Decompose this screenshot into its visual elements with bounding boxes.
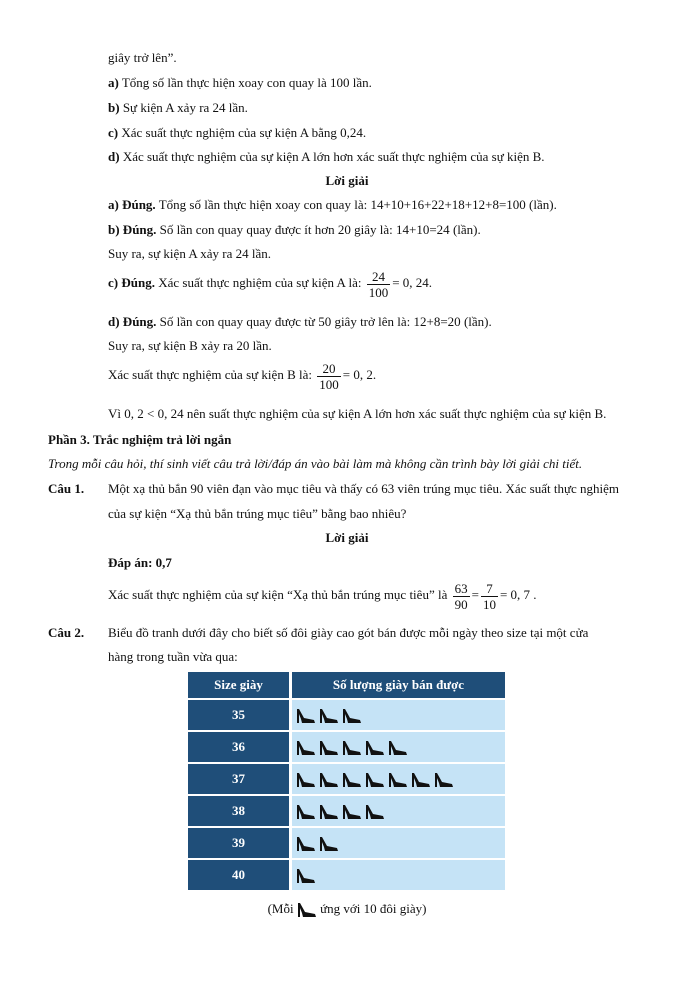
pictogram-row — [188, 698, 505, 730]
solution-title: Lời giải — [325, 530, 369, 545]
solution-c: c) Đúng. Xác suất thực nghiệm của sự kiện A là: $\frac{24}{100}$ = 0, 24. — [108, 268, 433, 300]
fraction: $\frac{63}{90}$ — [454, 580, 468, 612]
size-cell: 39 — [188, 826, 289, 858]
header-count: Số lượng giày bán được — [289, 672, 505, 698]
high-heel-shoe-icon — [319, 740, 339, 756]
high-heel-shoe-icon — [411, 772, 431, 788]
high-heel-shoe-icon — [342, 740, 362, 756]
answer: Đáp án: 0,7 — [108, 555, 172, 570]
shoe-count-cell — [289, 698, 505, 730]
solution-d-note: Suy ra, sự kiện B xảy ra 20 lần. — [108, 338, 272, 353]
high-heel-shoe-icon — [342, 804, 362, 820]
question-text: Biểu đồ tranh dưới đây cho biết số đôi giày cao gót bán được mỗi ngày theo size tại một cửa — [108, 625, 589, 640]
option-c: c) Xác suất thực nghiệm của sự kiện A bằng 0,24. — [108, 125, 367, 140]
shoe-count-cell — [289, 730, 505, 762]
high-heel-shoe-icon — [297, 902, 317, 918]
fraction: $\frac{7}{10}$ — [482, 580, 496, 612]
high-heel-shoe-icon — [365, 740, 385, 756]
pictogram-row — [188, 730, 505, 762]
section-heading: Phần 3. Trắc nghiệm trả lời ngắn — [48, 432, 232, 447]
shoe-count-cell — [289, 858, 505, 890]
solution-title: Lời giải — [325, 173, 369, 188]
size-cell: 38 — [188, 794, 289, 826]
high-heel-shoe-icon — [319, 836, 339, 852]
pictogram-header — [188, 672, 505, 698]
high-heel-shoe-icon — [365, 804, 385, 820]
pictogram-row — [188, 794, 505, 826]
option-a: a) Tổng số lần thực hiện xoay con quay là 100 lần. — [108, 75, 372, 90]
question-label: Câu 1. — [48, 481, 85, 496]
legend-caption: (Mỗi ứng với 10 đôi giày) — [0, 898, 694, 920]
text-line: giây trở lên”. — [108, 50, 177, 65]
high-heel-shoe-icon — [434, 772, 454, 788]
high-heel-shoe-icon — [296, 740, 316, 756]
solution-d-conclusion: Vì 0, 2 < 0, 24 nên suất thực nghiệm của sự kiện A lớn hơn xác suất thực nghiệm của sự kiện B. — [108, 406, 607, 421]
question-text: của sự kiện “Xạ thủ bắn trúng mục tiêu” bằng bao nhiêu? — [108, 506, 407, 521]
high-heel-shoe-icon — [342, 708, 362, 724]
fraction: $\frac{20}{100}$ — [319, 360, 339, 392]
solution-d-prob: Xác suất thực nghiệm của sự kiện B là: $\frac{20}{100}$ = 0, 2. — [108, 360, 377, 392]
high-heel-shoe-icon — [342, 772, 362, 788]
solution-b: b) Đúng. Số lần con quay quay được ít hơn 20 giây là: 14+10=24 (lần). — [108, 222, 481, 237]
solution-b-note: Suy ra, sự kiện A xảy ra 24 lần. — [108, 246, 272, 261]
high-heel-shoe-icon — [296, 804, 316, 820]
solution-d: d) Đúng. Số lần con quay quay được từ 50 giây trở lên là: 12+8=20 (lần). — [108, 314, 492, 329]
high-heel-shoe-icon — [296, 836, 316, 852]
question-label: Câu 2. — [48, 625, 85, 640]
question-text: Một xạ thủ bắn 90 viên đạn vào mục tiêu và thấy có 63 viên trúng mục tiêu. Xác suất thực nghiệm — [108, 481, 620, 496]
high-heel-shoe-icon — [319, 804, 339, 820]
option-b: b) Sự kiện A xảy ra 24 lần. — [108, 100, 248, 115]
high-heel-shoe-icon — [319, 708, 339, 724]
shoe-count-cell — [289, 826, 505, 858]
solution-a: a) Đúng. Tổng số lần thực hiện xoay con quay là: 14+10+16+22+18+12+8=100 (lần). — [108, 197, 557, 212]
question-text: hàng trong tuần vừa qua: — [108, 649, 238, 664]
high-heel-shoe-icon — [296, 868, 316, 884]
shoe-count-cell — [289, 794, 505, 826]
high-heel-shoe-icon — [365, 772, 385, 788]
section-note: Trong mỗi câu hỏi, thí sinh viết câu trả lời/đáp án vào bài làm mà không cần trình bày lời giải chi tiết. — [48, 456, 583, 471]
fraction: $\frac{24}{100}$ — [368, 268, 389, 300]
high-heel-shoe-icon — [388, 772, 408, 788]
shoe-count-cell — [289, 762, 505, 794]
header-size: Size giày — [188, 672, 289, 698]
high-heel-shoe-icon — [296, 772, 316, 788]
pictogram-table — [188, 672, 505, 890]
high-heel-shoe-icon — [388, 740, 408, 756]
pictogram-row — [188, 858, 505, 890]
size-cell: 37 — [188, 762, 289, 794]
size-cell: 40 — [188, 858, 289, 890]
size-cell: 35 — [188, 698, 289, 730]
high-heel-shoe-icon — [319, 772, 339, 788]
option-d: d) Xác suất thực nghiệm của sự kiện A lớn hơn xác suất thực nghiệm của sự kiện B. — [108, 149, 545, 164]
pictogram-row — [188, 762, 505, 794]
pictogram-row — [188, 826, 505, 858]
question-solution: Xác suất thực nghiệm của sự kiện “Xạ thủ bắn trúng mục tiêu” là $\frac{63}{90}$ = $\frac{7}{10}$ = 0, 7 . — [108, 580, 537, 612]
high-heel-shoe-icon — [296, 708, 316, 724]
size-cell: 36 — [188, 730, 289, 762]
